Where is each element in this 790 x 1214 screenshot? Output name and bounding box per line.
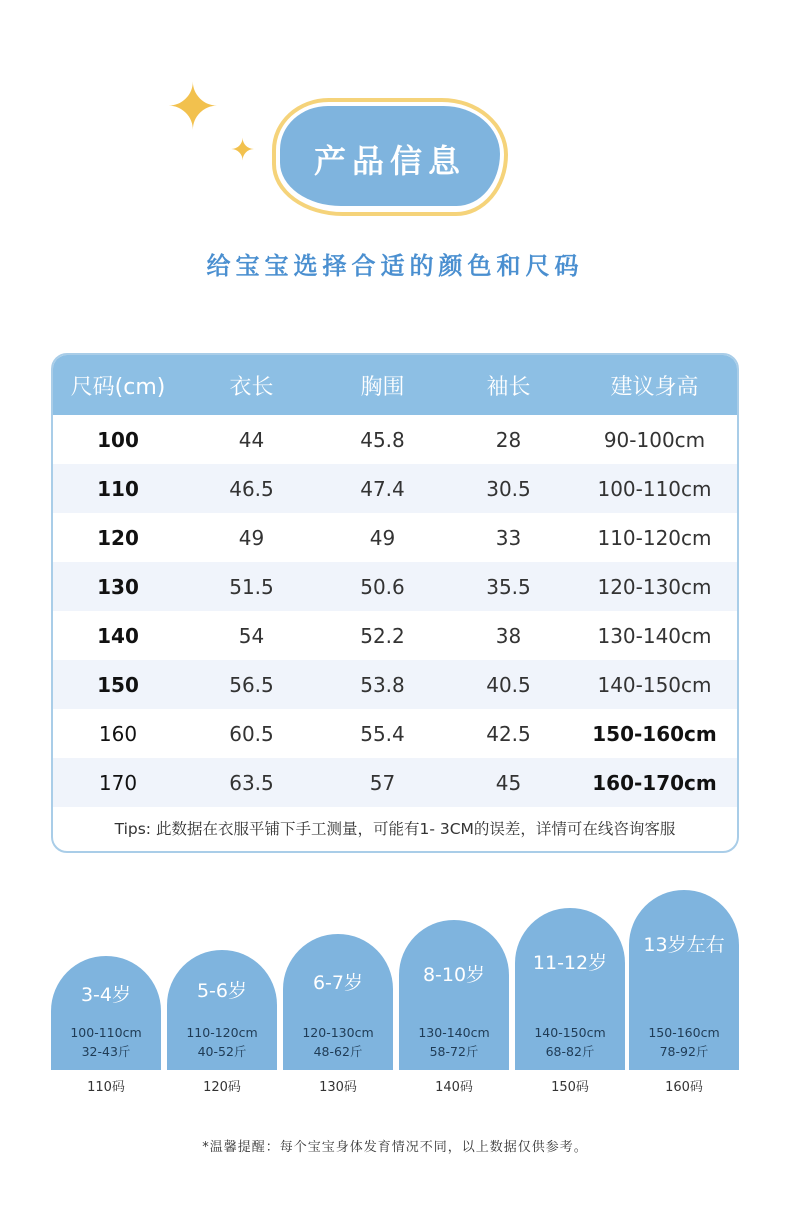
age-card-weight: 68-82斤	[545, 1044, 595, 1059]
size-table	[51, 353, 739, 853]
cell-size: 130	[97, 574, 139, 599]
cell-chest: 47.4	[360, 476, 405, 501]
table-row	[53, 562, 737, 611]
title-badge	[272, 98, 508, 216]
table-row	[53, 513, 737, 562]
cell-length: 49	[238, 525, 265, 550]
sparkle-large-icon: ✦	[166, 71, 220, 145]
header-sleeve: 袖长	[486, 374, 531, 400]
page-title: 产品信息	[313, 142, 466, 180]
cell-sleeve: 40.5	[486, 672, 531, 697]
cell-length: 44	[238, 427, 265, 452]
cell-length: 56.5	[229, 672, 274, 697]
table-row	[53, 709, 737, 758]
table-row	[53, 415, 737, 464]
age-card-size: 110码	[87, 1080, 125, 1095]
cell-chest: 45.8	[360, 427, 405, 452]
cell-sleeve: 38	[495, 623, 522, 648]
age-card	[399, 920, 509, 1070]
cell-height: 160-170cm	[592, 770, 717, 795]
cell-length: 60.5	[229, 721, 274, 746]
age-card-weight: 48-62斤	[313, 1044, 363, 1059]
age-card	[167, 950, 277, 1070]
cell-size: 150	[97, 672, 139, 697]
age-card-height: 100-110cm	[70, 1025, 142, 1040]
cell-height: 130-140cm	[597, 623, 712, 648]
footer-note: *温馨提醒：每个宝宝身体发育情况不同，以上数据仅供参考。	[202, 1140, 588, 1155]
cell-chest: 55.4	[360, 721, 405, 746]
table-row	[53, 660, 737, 709]
age-card-size: 120码	[203, 1080, 241, 1095]
cell-size: 100	[97, 427, 139, 452]
cell-chest: 53.8	[360, 672, 405, 697]
header-chest: 胸围	[360, 374, 405, 400]
age-card-size: 150码	[551, 1080, 589, 1095]
age-card-height: 120-130cm	[302, 1025, 374, 1040]
cell-chest: 52.2	[360, 623, 405, 648]
age-card-age: 5-6岁	[196, 980, 248, 1002]
cell-height: 140-150cm	[597, 672, 712, 697]
age-card-weight: 78-92斤	[659, 1044, 709, 1059]
age-card-size: 130码	[319, 1080, 357, 1095]
age-card-height: 130-140cm	[418, 1025, 490, 1040]
age-card-size: 140码	[435, 1080, 473, 1095]
age-card-weight: 40-52斤	[197, 1044, 247, 1059]
cell-size: 120	[97, 525, 139, 550]
age-card-height: 150-160cm	[648, 1025, 720, 1040]
header-size: 尺码(cm)	[70, 374, 166, 400]
cell-size: 140	[97, 623, 139, 648]
cell-size: 110	[97, 476, 139, 501]
cell-length: 54	[238, 623, 265, 648]
header-length: 衣长	[229, 374, 274, 400]
cell-size: 160	[98, 721, 138, 746]
header-height: 建议身高	[610, 374, 699, 400]
cell-length: 51.5	[229, 574, 274, 599]
cell-sleeve: 45	[495, 770, 522, 795]
table-row	[53, 464, 737, 513]
age-card	[51, 956, 161, 1070]
table-row	[53, 758, 737, 807]
age-card-weight: 58-72斤	[429, 1044, 479, 1059]
table-tips: Tips: 此数据在衣服平铺下手工测量，可能有1- 3CM的误差，详情可在线咨询客服	[114, 820, 676, 838]
cell-height: 150-160cm	[592, 721, 717, 746]
age-card	[629, 890, 739, 1070]
age-card-height: 140-150cm	[534, 1025, 606, 1040]
cell-height: 100-110cm	[597, 476, 712, 501]
cell-height: 90-100cm	[603, 427, 706, 452]
age-card-age: 8-10岁	[422, 964, 486, 986]
age-card-age: 13岁左右	[643, 934, 725, 956]
cell-chest: 50.6	[360, 574, 405, 599]
age-cards	[51, 890, 739, 1070]
page-subtitle: 给宝宝选择合适的颜色和尺码	[206, 252, 584, 280]
table-row	[53, 611, 737, 660]
table-header-row	[53, 355, 737, 415]
cell-height: 110-120cm	[597, 525, 712, 550]
cell-sleeve: 42.5	[486, 721, 531, 746]
cell-sleeve: 33	[495, 525, 522, 550]
sparkle-small-icon: ✦	[230, 133, 256, 168]
cell-sleeve: 30.5	[486, 476, 531, 501]
cell-height: 120-130cm	[597, 574, 712, 599]
age-card-age: 11-12岁	[532, 952, 608, 974]
age-card-size: 160码	[665, 1080, 703, 1095]
cell-length: 63.5	[229, 770, 274, 795]
cell-size: 170	[98, 770, 138, 795]
age-card	[283, 934, 393, 1070]
age-card-age: 6-7岁	[312, 972, 364, 994]
age-card-height: 110-120cm	[186, 1025, 258, 1040]
cell-sleeve: 28	[495, 427, 522, 452]
cell-length: 46.5	[229, 476, 274, 501]
age-card-weight: 32-43斤	[81, 1044, 131, 1059]
cell-chest: 57	[369, 770, 396, 795]
age-card	[515, 908, 625, 1070]
cell-sleeve: 35.5	[486, 574, 531, 599]
cell-chest: 49	[369, 525, 396, 550]
age-card-age: 3-4岁	[80, 984, 132, 1006]
